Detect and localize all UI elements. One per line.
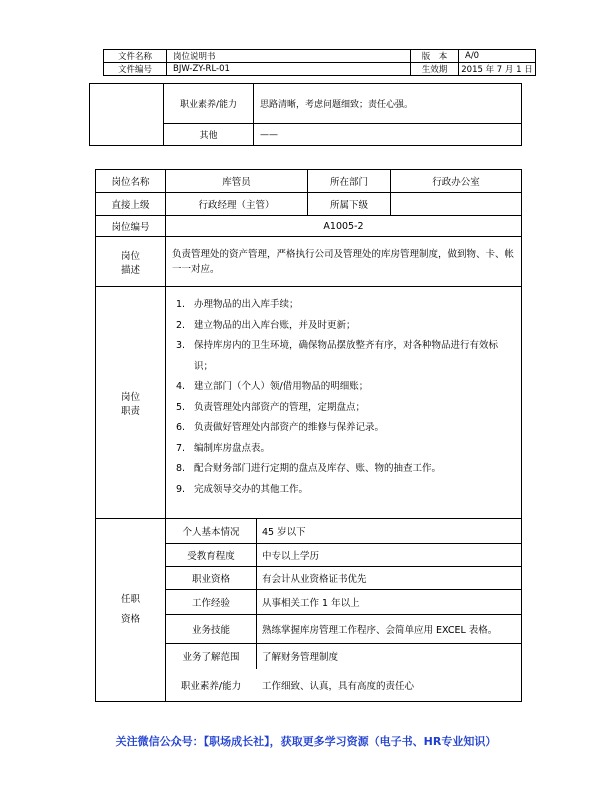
qualification-item-label: 职业素养/能力 xyxy=(180,681,242,692)
qualification-item-value: 45 岁以下 xyxy=(262,527,306,538)
qualification-grid xyxy=(166,519,521,701)
effective-date-label: 生效期 xyxy=(411,63,459,76)
qualification-item-label: 受教育程度 xyxy=(187,550,235,562)
duty-text: 办理物品的出入库手续； xyxy=(194,299,299,310)
duty-item xyxy=(176,439,515,460)
duty-number: 4. xyxy=(176,381,186,392)
subordinate-value xyxy=(391,193,522,216)
qualification-item-value: 有会计从业资格证书优先 xyxy=(262,573,367,585)
upper-row2-value: —— xyxy=(254,124,522,146)
position-name-value: 库管员 xyxy=(166,170,308,193)
duty-number: 1. xyxy=(176,299,186,310)
duty-text: 编制库房盘点表。 xyxy=(194,442,271,454)
duty-item xyxy=(176,398,515,419)
superior-label: 直接上级 xyxy=(96,193,166,216)
effective-date-value: 2015 年 7 月 1 日 xyxy=(459,63,536,76)
qualification-item-label: 工作经验 xyxy=(191,597,230,609)
duty-number: 5. xyxy=(176,401,186,413)
duty-item xyxy=(176,295,515,316)
qualification-item-label: 业务了解范围 xyxy=(182,652,240,663)
subordinate-label: 所属下级 xyxy=(308,193,391,216)
file-name-value: 岗位说明书 xyxy=(167,50,411,63)
duty-number: 8. xyxy=(176,463,186,474)
duty-text: 建立物品的出入库台账，并及时更新； xyxy=(194,319,356,331)
description-value: 负责管理处的资产管理，严格执行公司及管理处的库房管理制度，做到物、卡、帐一一对应。 xyxy=(166,237,522,287)
duty-item xyxy=(176,459,515,480)
file-name-label: 文件名称 xyxy=(104,50,167,63)
duty-number: 2. xyxy=(176,319,186,331)
qualification-label: 任职 资格 xyxy=(96,519,166,702)
duties-label: 岗位 职责 xyxy=(96,287,166,519)
duty-text: 建立部门（个人）领/借用物品的明细账； xyxy=(194,381,369,392)
upper-row1-label: 职业素养/能力 xyxy=(164,84,254,124)
position-code-value: A1005-2 xyxy=(166,216,522,237)
qualification-item-label: 业务技能 xyxy=(191,624,230,636)
qualification-cell xyxy=(166,519,522,702)
duties-list xyxy=(176,295,515,500)
file-no-value: BJW-ZY-RL-01 xyxy=(167,63,411,76)
version-label: 版 本 xyxy=(411,50,459,63)
footer-banner: 关注微信公众号：【职场成长社】，获取更多学习资源（电子书、HR专业知识） xyxy=(115,735,497,748)
upper-blank-cell xyxy=(90,84,164,146)
duty-text: 负责做好管理处内部资产的维修与保养记录。 xyxy=(194,422,385,433)
position-code-label: 岗位编号 xyxy=(96,216,166,237)
qualification-item-value: 了解财务管理制度 xyxy=(262,652,339,663)
description-label: 岗位 描述 xyxy=(96,237,166,287)
superior-value: 行政经理（主管） xyxy=(166,193,308,216)
duty-text: 完成领导交办的其他工作。 xyxy=(194,483,309,495)
duty-number: 3. xyxy=(176,340,186,351)
duty-number: 6. xyxy=(176,422,186,433)
duty-number: 9. xyxy=(176,483,186,495)
qualification-item-value: 中专以上学历 xyxy=(262,550,320,562)
qualification-item-value: 工作细致、认真，具有高度的责任心 xyxy=(262,681,415,692)
duty-item xyxy=(176,336,515,377)
qualification-divider xyxy=(256,519,257,669)
version-value: A/0 xyxy=(459,50,536,63)
department-value: 行政办公室 xyxy=(391,170,522,193)
position-name-label: 岗位名称 xyxy=(96,170,166,193)
department-label: 所在部门 xyxy=(308,170,391,193)
duty-item xyxy=(176,418,515,439)
upper-row1-value: 思路清晰，考虑问题细致；责任心强。 xyxy=(254,84,522,124)
qualification-item-value: 熟练掌握库房管理工作程序、会简单应用 EXCEL 表格。 xyxy=(262,624,498,636)
qualification-item-value: 从事相关工作 1 年以上 xyxy=(262,597,360,609)
duty-text: 保持库房内的卫生环境，确保物品摆放整齐有序，对各种物品进行有效标识； xyxy=(194,340,499,372)
upper-table xyxy=(89,83,522,146)
file-no-label: 文件编号 xyxy=(104,63,167,76)
duty-item xyxy=(176,316,515,337)
document-header xyxy=(103,49,536,76)
duty-number: 7. xyxy=(176,442,186,454)
duty-item xyxy=(176,480,515,501)
qualification-item-label: 职业资格 xyxy=(191,573,230,585)
duty-text: 负责管理处内部资产的管理，定期盘点； xyxy=(194,401,366,413)
position-table xyxy=(95,169,522,702)
qualification-item-label: 个人基本情况 xyxy=(182,527,240,538)
duties-cell xyxy=(166,287,522,519)
upper-row2-label: 其他 xyxy=(164,124,254,146)
duty-item xyxy=(176,377,515,398)
duty-text: 配合财务部门进行定期的盘点及库存、账、物的抽查工作。 xyxy=(194,463,442,474)
